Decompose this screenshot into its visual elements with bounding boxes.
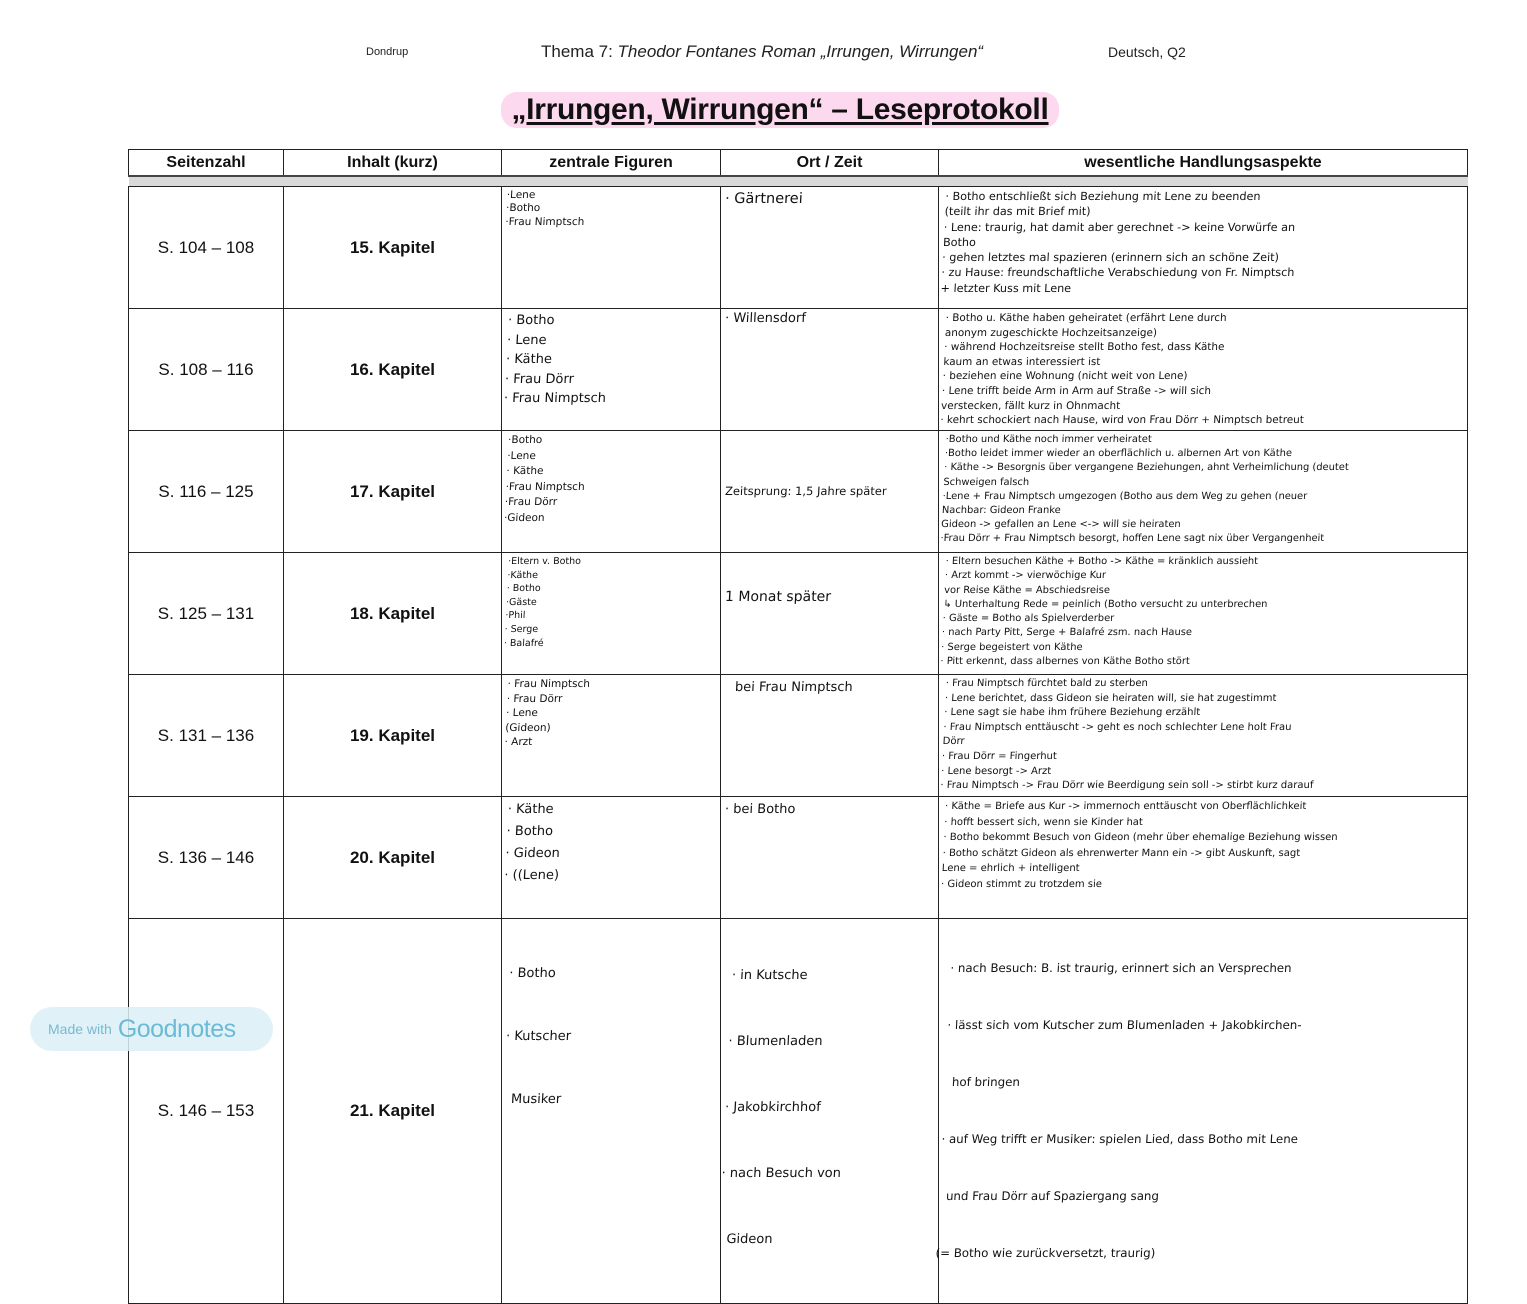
topic-title: Theodor Fontanes Roman „Irrungen, Wirrungen“	[617, 42, 984, 61]
place-cell	[717, 919, 939, 1304]
aspect-line: und Frau Dörr auf Spaziergang sang	[938, 1189, 1160, 1203]
aspect-line: verstecken, fällt kurz in Ohnmacht	[940, 399, 1121, 412]
aspect-line: · lässt sich vom Kutscher zum Blumenladen + Jakobkirchen-	[947, 1018, 1302, 1032]
aspect-line: · nach Party Pitt, Serge + Balafré zsm. nach Hause	[941, 627, 1193, 639]
column-header-plot-aspects: wesentliche Handlungsaspekte	[939, 150, 1468, 177]
table-row	[129, 187, 1468, 309]
figure-item: ·Gideon	[503, 511, 545, 524]
aspect-line: · Arzt kommt -> vierwöchige Kur	[944, 570, 1107, 582]
aspect-line: · Botho schätzt Gideon als ehrenwerter Mann ein -> gibt Auskunft, sagt	[942, 847, 1301, 859]
aspect-line: · zu Hause: freundschaftliche Verabschiedung von Fr. Nimptsch	[941, 266, 1295, 280]
figure-item: · Frau Nimptsch	[503, 391, 607, 406]
place-item: · Gärtnerei	[724, 191, 804, 207]
figure-item: ·Frau Dörr	[504, 496, 558, 508]
aspect-line: hof bringen	[944, 1075, 1021, 1089]
place-item: bei Frau Nimptsch	[734, 680, 854, 695]
pages-cell: S. 136 – 146	[129, 797, 284, 919]
figure-item: · Käthe	[506, 465, 544, 477]
figure-item: ·Lene	[506, 449, 537, 462]
aspect-line: · Botho u. Käthe haben geheiratet (erfährt Lene durch	[945, 312, 1227, 324]
topic-line	[541, 42, 983, 62]
author-name: Dondrup	[366, 46, 409, 58]
figure-item: · Frau Dörr	[506, 692, 563, 705]
figure-item: ·Phil	[505, 610, 526, 622]
table-row	[129, 675, 1468, 797]
aspect-line: ·Botho leidet immer wieder an oberflächlich u. albernen Art von Käthe	[944, 448, 1293, 460]
figure-item: ·Eltern v. Botho	[507, 556, 582, 567]
aspect-line: · Eltern besuchen Käthe + Botho -> Käthe = kränklich aussieht	[945, 556, 1259, 567]
aspect-line: · kehrt schockiert nach Hause, wird von Frau Dörr + Nimptsch betreut	[940, 414, 1305, 427]
header-separator-band	[129, 176, 1468, 187]
pages-cell: S. 108 – 116	[129, 309, 284, 431]
table-row	[129, 919, 1468, 1304]
aspect-line: · auf Weg trifft er Musiker: spielen Lied, dass Botho mit Lene	[941, 1132, 1299, 1146]
aspects-cell	[935, 919, 1468, 1304]
figure-item: · Botho	[506, 583, 541, 595]
aspect-line: vor Reise Käthe = Abschiedsreise	[943, 584, 1111, 596]
course-label: Deutsch, Q2	[1108, 44, 1186, 60]
chapter-cell: 21. Kapitel	[284, 919, 502, 1304]
place-item: · bei Botho	[724, 802, 796, 817]
pages-cell: S. 104 – 108	[129, 187, 284, 309]
aspect-line: ·Frau Dörr + Frau Nimptsch besorgt, hoffen Lene sagt nix über Vergangenheit	[940, 533, 1325, 545]
table-row	[129, 797, 1468, 919]
aspect-line: · Pitt erkennt, dass albernes von Käthe Botho stört	[940, 656, 1191, 668]
document-header	[0, 40, 1527, 66]
figure-item: ·Käthe	[507, 569, 539, 581]
aspect-line: · Käthe -> Besorgnis über vergangene Beziehungen, ahnt Verheimlichung (deutet	[943, 462, 1349, 474]
figure-item: ·Frau Nimptsch	[505, 480, 585, 493]
figures-cell	[502, 675, 721, 797]
aspect-line: · Gäste = Botho als Spielverderber	[942, 613, 1115, 625]
aspects-cell	[939, 309, 1468, 431]
aspect-line: Gideon -> gefallen an Lene <-> will sie heiraten	[940, 519, 1181, 531]
figure-item: · Käthe	[507, 802, 555, 817]
figure-item: ·Botho	[507, 434, 543, 446]
aspect-line: Dörr	[942, 736, 965, 748]
figure-item: ·Botho	[505, 202, 541, 215]
figure-item: · Serge	[504, 623, 539, 635]
place-item: Gideon	[717, 1232, 773, 1247]
aspect-line: · Lene berichtet, dass Gideon sie heiraten will, sie hat zugestimmt	[944, 692, 1277, 704]
place-item: · Willensdorf	[724, 311, 807, 326]
column-header-pages: Seitenzahl	[129, 150, 284, 177]
figure-item: · Balafré	[503, 637, 544, 649]
table-row	[129, 431, 1468, 553]
chapter-cell: 19. Kapitel	[284, 675, 502, 797]
figure-item: ·Frau Nimptsch	[505, 215, 585, 228]
aspects-cell	[939, 431, 1468, 553]
aspect-line: · hofft bessert sich, wenn sie Kinder hat	[943, 816, 1144, 828]
figure-item: · Kutscher	[505, 1029, 572, 1044]
aspect-line: · Lene trifft beide Arm in Arm auf Straße -> will sich	[941, 384, 1212, 397]
place-cell	[721, 187, 939, 309]
figure-item: · Botho	[508, 966, 557, 981]
aspect-line: ·Lene + Frau Nimptsch umgezogen (Botho aus dem Weg zu gehen (neuer	[942, 490, 1308, 502]
figure-item: · Gideon	[505, 846, 561, 861]
aspect-line: · Lene: traurig, hat damit aber gerechnet -> keine Vorwürfe an	[943, 220, 1296, 234]
page-title: „Irrungen, Wirrungen“ – Leseprotokoll	[501, 92, 1058, 128]
figure-item: · Lene	[505, 707, 539, 719]
figure-item: · Lene	[506, 332, 547, 348]
aspects-cell	[939, 187, 1468, 309]
aspect-line: · Frau Dörr = Fingerhut	[941, 750, 1058, 762]
goodnotes-logo: Goodnotes	[117, 1014, 236, 1043]
figures-cell	[502, 431, 721, 553]
aspects-cell	[939, 553, 1468, 675]
aspect-line: ·Botho und Käthe noch immer verheiratet	[945, 434, 1153, 445]
figures-cell	[502, 797, 721, 919]
aspect-line: · beziehen eine Wohnung (nicht weit von Lene)	[942, 370, 1188, 383]
figure-item: · Arzt	[504, 736, 533, 748]
aspect-line: anonym zugeschickte Hochzeitsanzeige)	[944, 326, 1158, 339]
aspect-line: · während Hochzeitsreise stellt Botho fest, dass Käthe	[943, 341, 1225, 354]
aspect-line: Lene = ehrlich + intelligent	[941, 863, 1080, 875]
place-item: · nach Besuch von	[721, 1166, 842, 1181]
table-header-row	[129, 150, 1468, 177]
aspect-line: kaum an etwas interessiert ist	[943, 355, 1101, 368]
aspect-line: · gehen letztes mal spazieren (erinnern sich an schöne Zeit)	[941, 251, 1280, 265]
chapter-cell: 16. Kapitel	[284, 309, 502, 431]
figure-item: Musiker	[502, 1092, 562, 1107]
figure-item: · Botho	[506, 824, 554, 839]
chapter-cell: 20. Kapitel	[284, 797, 502, 919]
pages-cell: S. 116 – 125	[129, 431, 284, 553]
column-header-figures: zentrale Figuren	[502, 150, 721, 177]
aspect-line: Nachbar: Gideon Franke	[941, 505, 1061, 517]
separator-cell	[129, 176, 1468, 187]
place-item: · Blumenladen	[728, 1034, 823, 1049]
chapter-cell: 17. Kapitel	[284, 431, 502, 553]
column-header-place-time: Ort / Zeit	[721, 150, 939, 177]
watermark-made-with: Made with	[48, 1021, 112, 1037]
aspects-cell	[939, 797, 1468, 919]
aspect-line: · Frau Nimptsch fürchtet bald zu sterben	[945, 678, 1149, 689]
reading-protocol-table	[128, 149, 1468, 1304]
place-cell	[721, 675, 939, 797]
table-row	[129, 553, 1468, 675]
aspect-line: · Frau Nimptsch -> Frau Dörr wie Beerdigung sein soll -> stirbt kurz darauf	[940, 780, 1314, 792]
aspect-line: · nach Besuch: B. ist traurig, erinnert sich an Versprechen	[950, 961, 1292, 975]
figure-item: · ((Lene)	[503, 868, 560, 883]
pages-cell: S. 146 – 153	[129, 919, 284, 1304]
figure-item: (Gideon)	[504, 721, 552, 734]
pages-cell: S. 125 – 131	[129, 553, 284, 675]
pages-cell: S. 131 – 136	[129, 675, 284, 797]
chapter-cell: 18. Kapitel	[284, 553, 502, 675]
page-title-wrap	[480, 92, 1080, 128]
aspect-line: + letzter Kuss mit Lene	[940, 281, 1072, 295]
place-item: · Jakobkirchhof	[724, 1100, 822, 1115]
aspect-line: ↳ Unterhaltung Rede = peinlich (Botho versucht zu unterbrechen	[943, 598, 1268, 610]
goodnotes-watermark	[30, 1007, 273, 1051]
chapter-cell: 15. Kapitel	[284, 187, 502, 309]
figures-cell	[502, 309, 721, 431]
aspect-line: (teilt ihr das mit Brief mit)	[944, 205, 1091, 219]
place-item: · in Kutsche	[731, 968, 808, 983]
figure-item: ·Gäste	[505, 596, 538, 608]
figures-cell	[502, 553, 721, 675]
place-cell	[721, 553, 939, 675]
aspect-line: Botho	[942, 235, 977, 249]
figures-cell	[502, 187, 721, 309]
figure-item: · Frau Nimptsch	[507, 678, 591, 690]
aspect-line: · Botho entschließt sich Beziehung mit Lene zu beenden	[945, 190, 1261, 203]
aspect-line: · Käthe = Briefe aus Kur -> immernoch enttäuscht von Oberflächlichkeit	[944, 801, 1307, 812]
aspect-line: · Gideon stimmt zu trotzdem sie	[940, 878, 1103, 890]
figure-item: ·Lene	[506, 189, 536, 201]
aspect-line: · Frau Nimptsch enttäuscht -> geht es noch schlechter Lene holt Frau	[943, 721, 1292, 733]
aspect-line: · Serge begeistert von Käthe	[940, 641, 1083, 653]
place-item: 1 Monat später	[724, 589, 832, 605]
aspect-line: · Lene sagt sie habe ihm frühere Beziehung erzählt	[943, 707, 1201, 719]
figure-item: · Frau Dörr	[504, 371, 575, 387]
place-cell	[721, 431, 939, 553]
figure-item: · Botho	[507, 313, 555, 328]
column-header-content: Inhalt (kurz)	[284, 150, 502, 177]
topic-prefix: Thema 7:	[541, 42, 618, 61]
place-cell	[721, 309, 939, 431]
figure-item: · Käthe	[505, 352, 553, 367]
place-cell	[721, 797, 939, 919]
figures-cell	[502, 919, 721, 1304]
aspect-line: · Botho bekommt Besuch von Gideon (mehr über ehemalige Beziehung wissen	[943, 832, 1338, 844]
table-row	[129, 309, 1468, 431]
aspect-line: Schweigen falsch	[943, 476, 1030, 488]
place-item: Zeitsprung: 1,5 Jahre später	[724, 484, 888, 498]
aspect-line: · Lene besorgt -> Arzt	[940, 765, 1052, 777]
aspects-cell	[939, 675, 1468, 797]
aspect-line: (= Botho wie zurückversetzt, traurig)	[935, 1246, 1156, 1260]
